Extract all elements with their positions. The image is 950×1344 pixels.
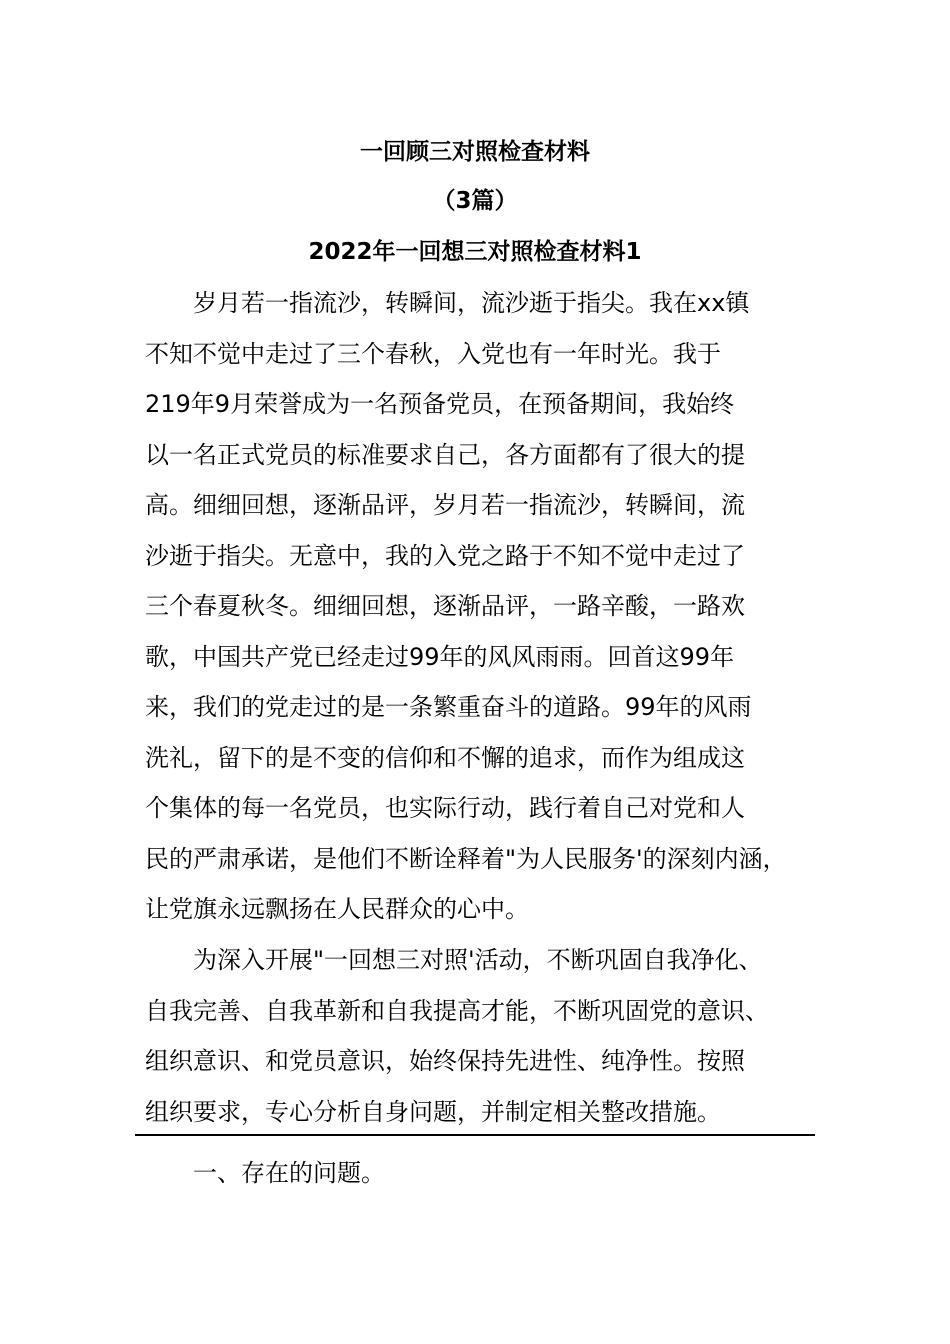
paragraph-line: 歌，中国共产党已经走过99年的风风雨雨。回首这99年 <box>145 642 735 671</box>
paragraph-intro <box>145 278 845 935</box>
paragraph-line: 不知不觉中走过了三个春秋，入党也有一年时光。我于 <box>145 339 721 368</box>
paragraph-line: 三个春夏秋冬。细细回想，逐渐品评，一路辛酸，一路欢 <box>145 592 745 620</box>
document-title: 一回顾三对照检查材料 <box>360 139 590 165</box>
section-title: 2022年一回想三对照检查材料1 <box>308 239 642 265</box>
paragraph-line: 以一名正式党员的标准要求自己，各方面都有了很大的提 <box>145 440 745 469</box>
paragraph-line: 为深入开展"一回想三对照'活动，不断巩固自我净化、 <box>193 946 763 974</box>
section-heading: 一、存在的问题。 <box>193 1159 385 1187</box>
paragraph-line: 洗礼，留下的是不变的信仰和不懈的追求，而作为组成这 <box>145 743 745 772</box>
paragraph-line: 来，我们的党走过的是一条繁重奋斗的道路。99年的风雨 <box>145 693 752 721</box>
paragraph-purpose <box>145 935 845 1137</box>
paragraph-line: 高。细细回想，逐渐品评，岁月若一指流沙，转瞬间，流 <box>145 491 745 519</box>
paragraph-line: 自我完善、自我革新和自我提高才能，不断巩固党的意识、 <box>145 996 769 1025</box>
paragraph-line: 个集体的每一名党员，也实际行动，践行着自己对党和人 <box>145 794 745 822</box>
paragraph-line: 组织意识、和党员意识，始终保持先进性、纯净性。按照 <box>145 1047 745 1075</box>
horizontal-divider <box>135 1134 815 1136</box>
paragraph-line: 沙逝于指尖。无意中，我的入党之路于不知不觉中走过了 <box>145 541 745 570</box>
paragraph-line: 岁月若一指流沙，转瞬间，流沙逝于指尖。我在xx镇 <box>193 289 750 317</box>
paragraph-line: 让党旗永远飘扬在人民群众的心中。 <box>145 895 529 923</box>
paragraph-line: 组织要求，专心分析自身问题，并制定相关整改措施。 <box>145 1097 721 1126</box>
paragraph-line: 219年9月荣誉成为一名预备党员，在预备期间，我始终 <box>145 390 735 418</box>
paragraph-line: 民的严肃承诺，是他们不断诠释着"为人民服务'的深刻内涵， <box>145 844 787 873</box>
document-subtitle-count: （3篇） <box>432 188 518 214</box>
